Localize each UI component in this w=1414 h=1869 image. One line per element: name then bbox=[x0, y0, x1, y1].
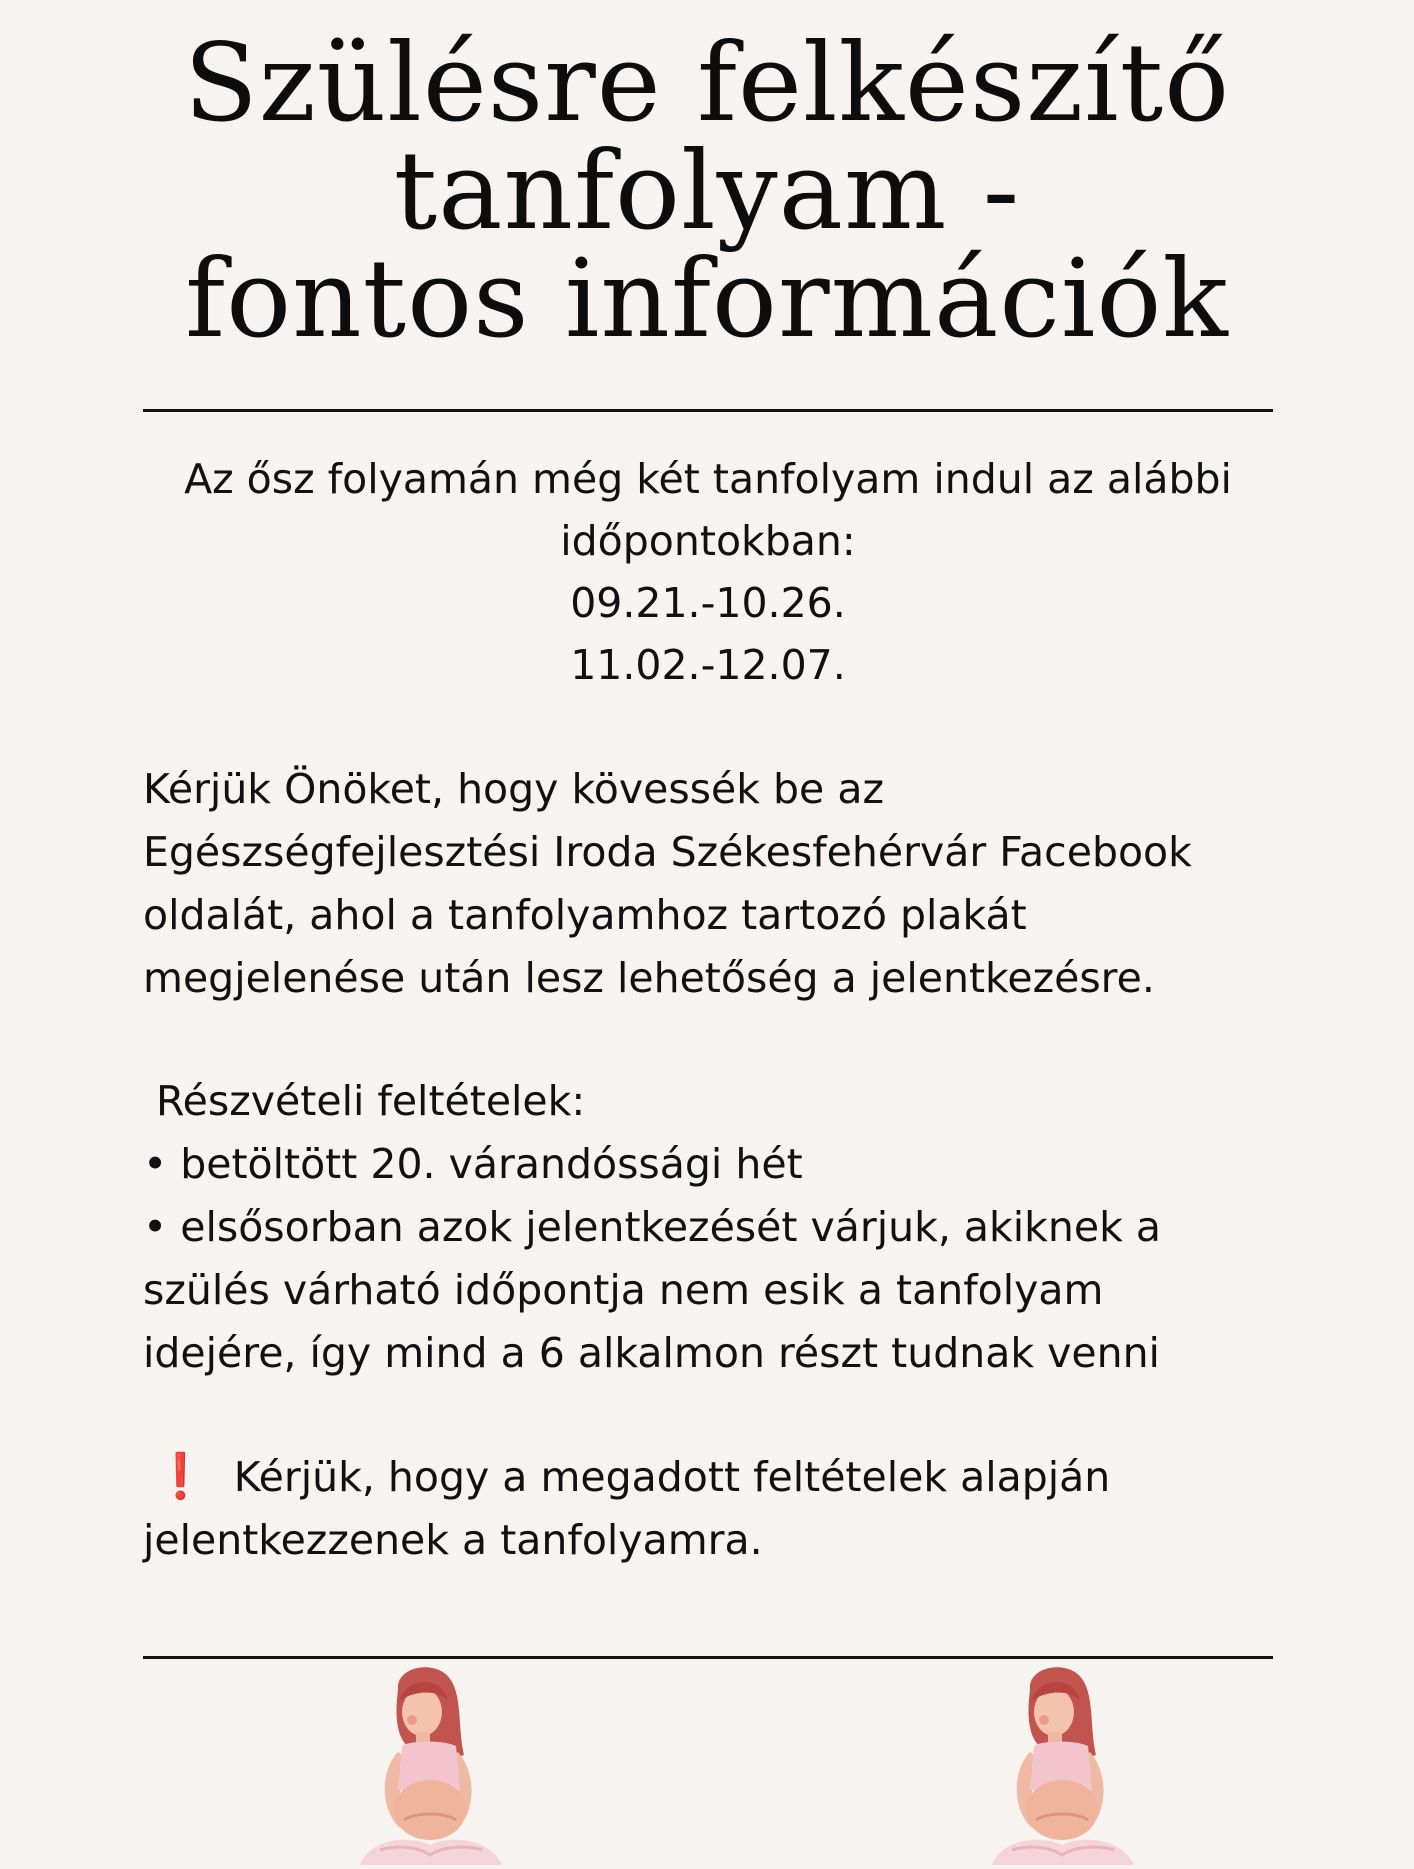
title-line: Szülésre felkészítő bbox=[183, 21, 1231, 146]
condition-item-continued: idejére, így mind a 6 alkalmon részt tudnak venni bbox=[143, 1329, 1160, 1377]
facebook-note-line: oldalát, ahol a tanfolyamhoz tartozó plakát bbox=[143, 891, 1027, 939]
top-divider bbox=[143, 409, 1273, 412]
condition-item: • betöltött 20. várandóssági hét bbox=[143, 1140, 803, 1188]
pregnant-woman-illustration bbox=[972, 1660, 1152, 1869]
facebook-note-line: Egészségfejlesztési Iroda Székesfehérvár Facebook bbox=[143, 828, 1192, 876]
course-date-1: 09.21.-10.26. bbox=[570, 579, 846, 627]
condition-item: • elsősorban azok jelentkezését várjuk, akiknek a bbox=[143, 1203, 1162, 1251]
title-line: fontos információk bbox=[185, 237, 1229, 362]
course-dates-intro bbox=[143, 448, 1273, 696]
warning-text: Kérjük, hogy a megadott feltételek alapján bbox=[233, 1453, 1111, 1501]
pregnant-woman-illustration bbox=[340, 1660, 520, 1869]
page-title bbox=[0, 21, 1414, 362]
condition-item-continued: szülés várható időpontja nem esik a tanfolyam bbox=[143, 1266, 1104, 1314]
intro-line: időpontokban: bbox=[560, 517, 856, 565]
title-line: tanfolyam - bbox=[393, 129, 1021, 254]
conditions-heading: Részvételi feltételek: bbox=[143, 1077, 586, 1125]
facebook-note bbox=[143, 758, 1273, 1010]
facebook-note-line: megjelenése után lesz lehetőség a jelentkezésre. bbox=[143, 954, 1155, 1002]
warning-line: jelentkezzenek a tanfolyamra. bbox=[143, 1516, 763, 1564]
warning-note bbox=[143, 1445, 1273, 1572]
exclamation-icon: ❗ bbox=[153, 1451, 208, 1502]
warning-line bbox=[143, 1445, 1273, 1509]
intro-line: Az ősz folyamán még két tanfolyam indul az alábbi bbox=[184, 455, 1232, 503]
course-date-2: 11.02.-12.07. bbox=[570, 641, 846, 689]
bottom-divider bbox=[143, 1656, 1273, 1659]
facebook-note-line: Kérjük Önöket, hogy kövessék be az bbox=[143, 765, 884, 813]
participation-conditions bbox=[143, 1070, 1273, 1385]
